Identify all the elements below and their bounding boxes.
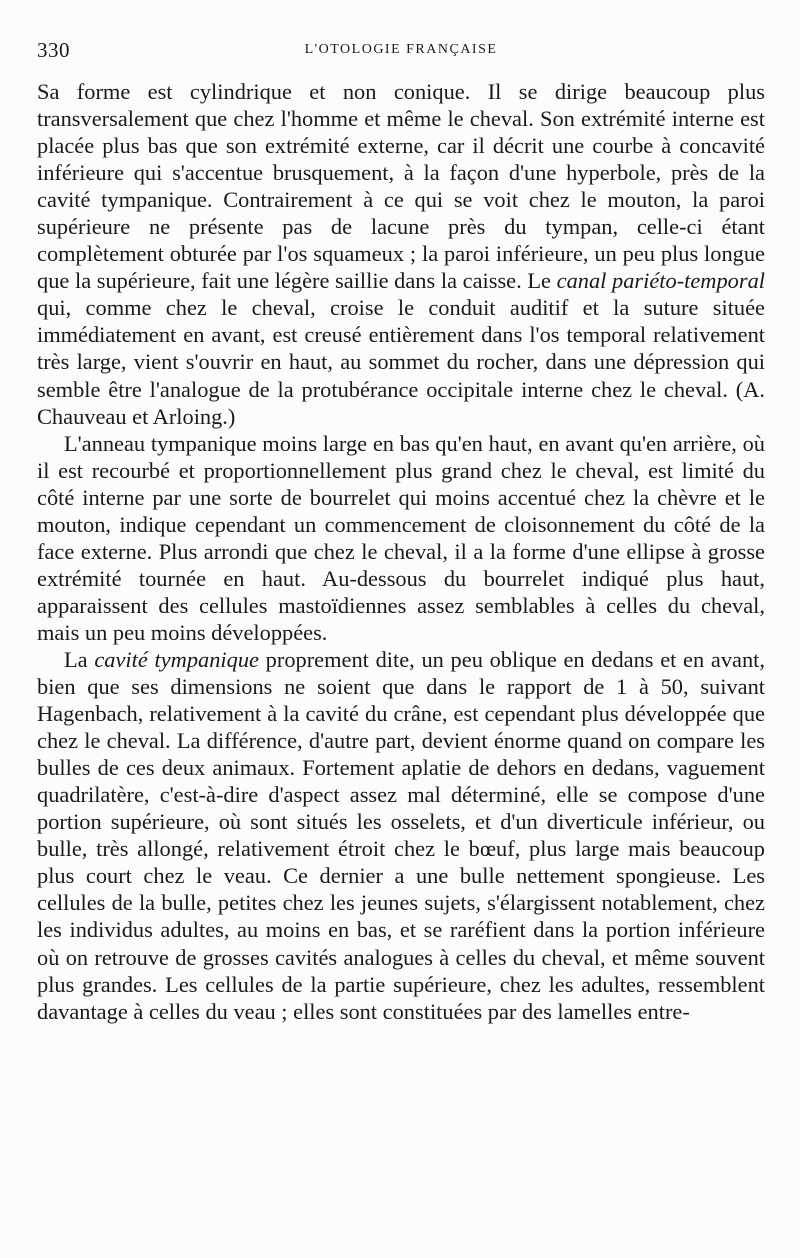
- body-text: [37, 78, 765, 1025]
- paragraph-2: [37, 430, 765, 646]
- paragraph-3-text-a: La: [64, 646, 95, 672]
- paragraph-1: [37, 78, 765, 430]
- running-title: L'OTOLOGIE FRANÇAISE: [304, 42, 498, 57]
- paragraph-1-italic-term: canal pariéto-temporal: [556, 268, 765, 294]
- paragraph-3-text-b: proprement dite, un peu oblique en dedans et en avant, bien que ses dimensions ne soient que dans le rapport de 1 à 50, suivant Hagenbach, relativement à la cavité du crâne, est cependant plus développée que chez le cheval. La différence, d'autre part, devient énorme quand on compare les bulles de ces deux animaux. Fortement aplatie de dehors en dedans, vaguement quadrilatère, c'est-à-dire d'aspect assez mal déterminé, elle se compose d'une portion supérieure, où sont situés les osselets, et d'un diverticule inférieur, ou bulle, très allongé, relativement étroit chez le bœuf, plus large mais beaucoup plus court chez le veau. Ce dernier a une bulle nettement spongieuse. Les cellules de la bulle, petites chez les jeunes sujets, s'élargissent notablement, chez les individus adultes, au moins en bas, et se raréfient dans la portion inférieure où on retrouve de grosses cavités analogues à celles du cheval, et même souvent plus grandes. Les cellules de la partie supérieure, chez les adultes, ressemblent davantage à celles du veau ; elles sont constituées par des lamelles entre-: [37, 646, 765, 1024]
- paragraph-3-italic-term: cavité tympanique: [94, 646, 259, 672]
- page-header: [37, 38, 765, 68]
- paragraph-1-text-b: qui, comme chez le cheval, croise le conduit auditif et la suture située immédiatement en avant, est creusé entièrement dans l'os temporal relativement très large, vient s'ouvrir en haut, au sommet du rocher, dans une dépression qui semble être l'analogue de la protubérance occipitale interne chez le cheval. (A. Chauveau et Arloing.): [37, 295, 765, 429]
- paragraph-3: [37, 646, 765, 1025]
- paragraph-2-text: L'anneau tympanique moins large en bas qu'en haut, en avant qu'en arrière, où il est recourbé et proportionnellement plus grand chez le cheval, est limité du côté interne par une sorte de bourrelet qui moins accentué chez la chèvre et le mouton, indique cependant un commencement de cloisonnement du côté de la face externe. Plus arrondi que chez le cheval, il a la forme d'une ellipse à grosse extrémité tournée en haut. Au-dessous du bourrelet indiqué plus haut, apparaissent des cellules mastoïdiennes assez semblables à celles du cheval, mais un peu moins développées.: [37, 430, 765, 645]
- page-number: 330: [37, 38, 70, 62]
- paragraph-1-text-a: Sa forme est cylindrique et non conique. Il se dirige beaucoup plus transversalement que chez l'homme et même le cheval. Son extrémité interne est placée plus bas que son extrémité externe, car il décrit une courbe à concavité inférieure qui s'accentue brusquement, à la façon d'une hyperbole, près de la cavité tympanique. Contrairement à ce qui se voit chez le mouton, la paroi supérieure ne présente pas de lacune près du tympan, celle-ci étant complètement obturée par l'os squameux ; la paroi inférieure, un peu plus longue que la supérieure, fait une légère saillie dans la caisse. Le: [37, 79, 765, 294]
